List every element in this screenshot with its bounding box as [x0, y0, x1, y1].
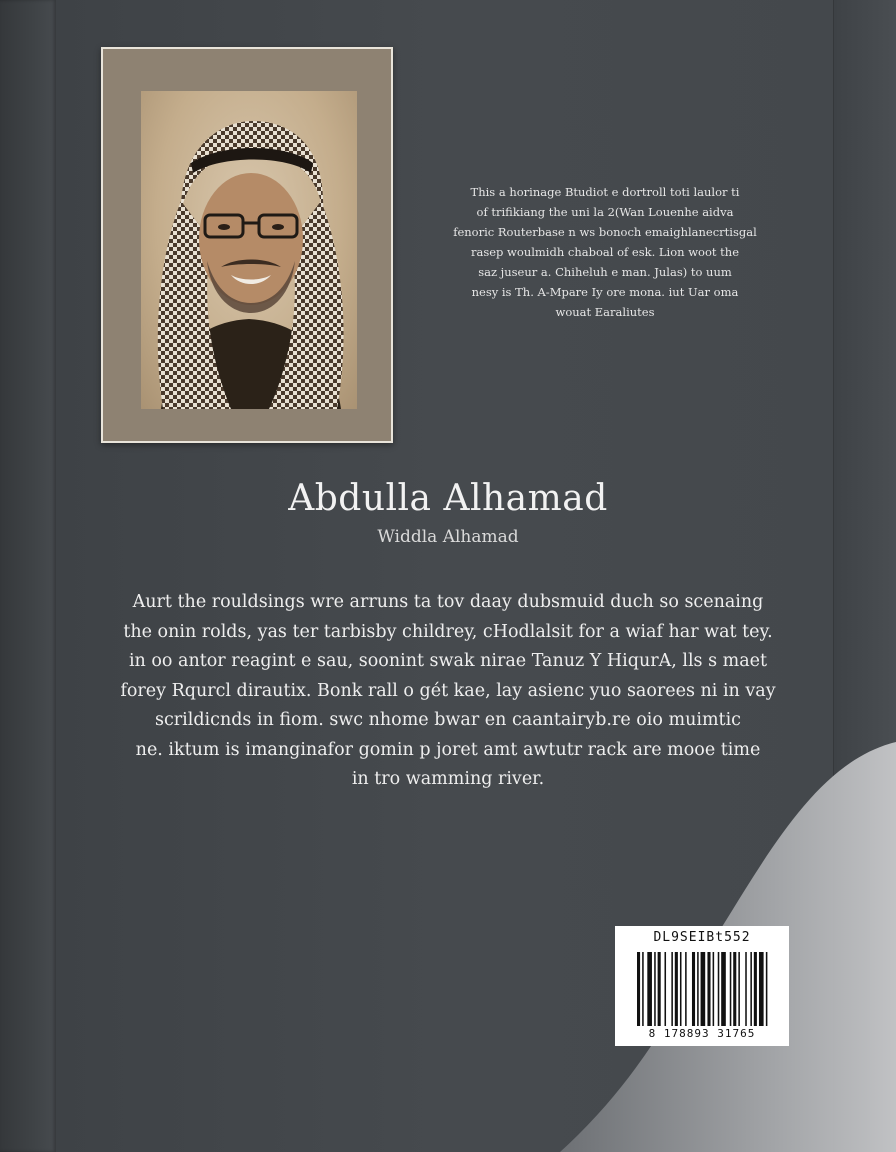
- barcode-bar: [754, 952, 757, 1026]
- author-photo-frame: [101, 47, 393, 443]
- author-bio: [452, 182, 758, 322]
- barcode-bar: [637, 952, 640, 1026]
- barcode: [615, 926, 789, 1046]
- author-photo: [141, 91, 357, 409]
- barcode-bar: [738, 952, 740, 1026]
- barcode-bar: [658, 952, 661, 1026]
- author-subtitle: Widdla Alhamad: [377, 527, 519, 547]
- bio-line: This a horinage Btudiot e dortroll toti laulor ti: [470, 185, 740, 199]
- barcode-bar: [759, 952, 764, 1026]
- barcode-bar: [713, 952, 715, 1026]
- barcode-bar: [685, 952, 687, 1026]
- barcode-bar: [750, 952, 752, 1026]
- author-portrait-illustration: [141, 91, 357, 409]
- blurb-line: ne. iktum is imanginafor gomin p joret amt awtutr rack are mooe time: [135, 739, 761, 760]
- blurb-line: in tro wamming river.: [351, 769, 545, 789]
- bio-line: wouat Earaliutes: [555, 305, 655, 319]
- barcode-bar: [671, 952, 673, 1026]
- bio-line: nesy is Th. A-Mpare Iy ore mona. iut Uar oma: [471, 285, 739, 299]
- barcode-bar: [733, 952, 736, 1026]
- barcode-bar: [675, 952, 678, 1026]
- blurb-line: Aurt the rouldsings wre arruns ta tov daay dubsmuid duch so scenaing: [132, 592, 764, 612]
- barcode-bar: [718, 952, 720, 1026]
- barcode-bar: [664, 952, 666, 1026]
- blurb-line: scrildicnds in fiom. swc nhome bwar en caantairyb.re oio muimtic: [155, 710, 741, 730]
- barcode-top-text: DL9SEIBt552: [653, 930, 751, 945]
- barcode-bar: [701, 952, 706, 1026]
- barcode-bars: [637, 952, 771, 1026]
- barcode-bar: [642, 952, 644, 1026]
- barcode-bar: [647, 952, 652, 1026]
- barcode-number: 8 178893 31765: [648, 1027, 756, 1040]
- barcode-bar: [692, 952, 695, 1026]
- barcode-bar: [654, 952, 656, 1026]
- barcode-bar: [730, 952, 732, 1026]
- blurb-line: in oo antor reagint e sau, soonint swak nirae Tanuz Y HiqurA, lls s maet: [128, 651, 768, 671]
- barcode-bar: [697, 952, 699, 1026]
- bio-line: rasep woulmidh chaboal of esk. Lion woot the: [470, 245, 740, 259]
- bio-line: fenoric Routerbase n ws bonoch emaighlanecrtisgal: [453, 225, 757, 239]
- barcode-bar: [721, 952, 726, 1026]
- author-name: Abdulla Alhamad: [288, 478, 608, 519]
- book-blurb: [118, 588, 778, 795]
- bio-line: of trifikiang the uni la 2(Wan Louenhe aidva: [476, 205, 734, 219]
- blurb-line: forey Rqurcl dirautix. Bonk rall o gét kae, lay asienc yuo saorees ni in vay: [120, 680, 776, 701]
- blurb-line: the onin rolds, yas ter tarbisby childrey, cHodlalsit for a wiaf har wat tey.: [123, 621, 773, 642]
- barcode-bar: [766, 952, 768, 1026]
- barcode-bar: [745, 952, 747, 1026]
- barcode-bar: [680, 952, 682, 1026]
- barcode-bar: [707, 952, 710, 1026]
- bio-line: saz juseur a. Chiheluh e man. Julas) to uum: [478, 265, 732, 279]
